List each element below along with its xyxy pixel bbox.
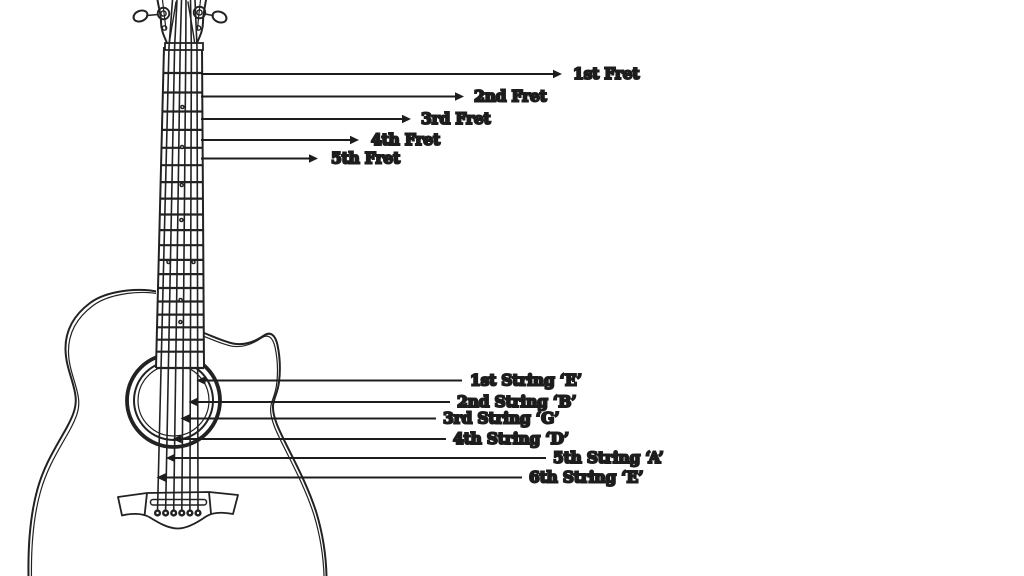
arrowhead-icon <box>553 70 562 78</box>
bridge-pin-center <box>189 512 191 514</box>
string-6-arrow <box>157 468 644 487</box>
bridge-pin-center <box>164 512 166 514</box>
string-label-4: 4th String ‘D’ <box>453 429 569 448</box>
string-4-arrow <box>173 429 569 448</box>
bridge-pin-center <box>156 512 158 514</box>
arrowhead-icon <box>402 115 411 123</box>
fret-label-5: 5th Fret <box>331 148 400 168</box>
fret-marker-dot-center <box>181 219 183 221</box>
fret-2-arrow <box>201 87 548 106</box>
fret-1-arrow <box>201 64 640 83</box>
string-line <box>190 0 192 511</box>
fret-5-arrow <box>201 149 401 168</box>
string-annotations <box>157 371 664 487</box>
left-lower-post <box>162 26 166 30</box>
left-tuner-stem <box>147 15 158 16</box>
fret-label-2: 2nd Fret <box>474 86 547 106</box>
arrowhead-icon <box>309 154 318 162</box>
fret-marker-dot-center <box>168 261 170 263</box>
string-label-5: 5th String ‘A’ <box>553 448 664 467</box>
arrowhead-icon <box>455 92 464 100</box>
sound-hole-middle-ring <box>134 361 213 440</box>
fret-annotations <box>201 64 640 168</box>
fret-label-1: 1st Fret <box>573 64 640 83</box>
fret-marker-dot-center <box>180 299 182 301</box>
bridge-pin-center <box>181 512 183 514</box>
bridge-pin-center <box>173 512 175 514</box>
bridge <box>118 492 238 529</box>
string-label-6: 6th String ‘E’ <box>529 467 644 487</box>
fret-4-arrow <box>201 130 441 149</box>
fret-marker-dot-center <box>181 146 183 148</box>
bridge-pin-center <box>197 512 199 514</box>
string-3-arrow <box>181 409 560 428</box>
fret-marker-dot-center <box>180 321 182 323</box>
string-label-2: 2nd String ‘B’ <box>457 392 577 411</box>
string-1-arrow <box>197 371 582 390</box>
fret-marker-dot-center <box>181 184 183 186</box>
fret-label-4: 4th Fret <box>371 130 440 149</box>
string-line <box>174 0 182 511</box>
string-5-arrow <box>166 448 664 467</box>
arrowhead-icon <box>350 136 359 144</box>
right-tuner-button <box>211 9 228 24</box>
bridge-outline <box>118 492 238 529</box>
string-label-3: 3rd String ‘G’ <box>443 408 560 428</box>
string-label-1: 1st String ‘E’ <box>470 370 582 390</box>
fret-3-arrow <box>201 109 492 128</box>
body-cutaway-outline-outer <box>204 333 327 576</box>
fret-label-3: 3rd Fret <box>421 109 491 128</box>
fret-marker-dot-center <box>182 106 184 108</box>
body-cutaway-outline-inner <box>202 335 325 576</box>
fret-marker-dot-center <box>193 261 195 263</box>
